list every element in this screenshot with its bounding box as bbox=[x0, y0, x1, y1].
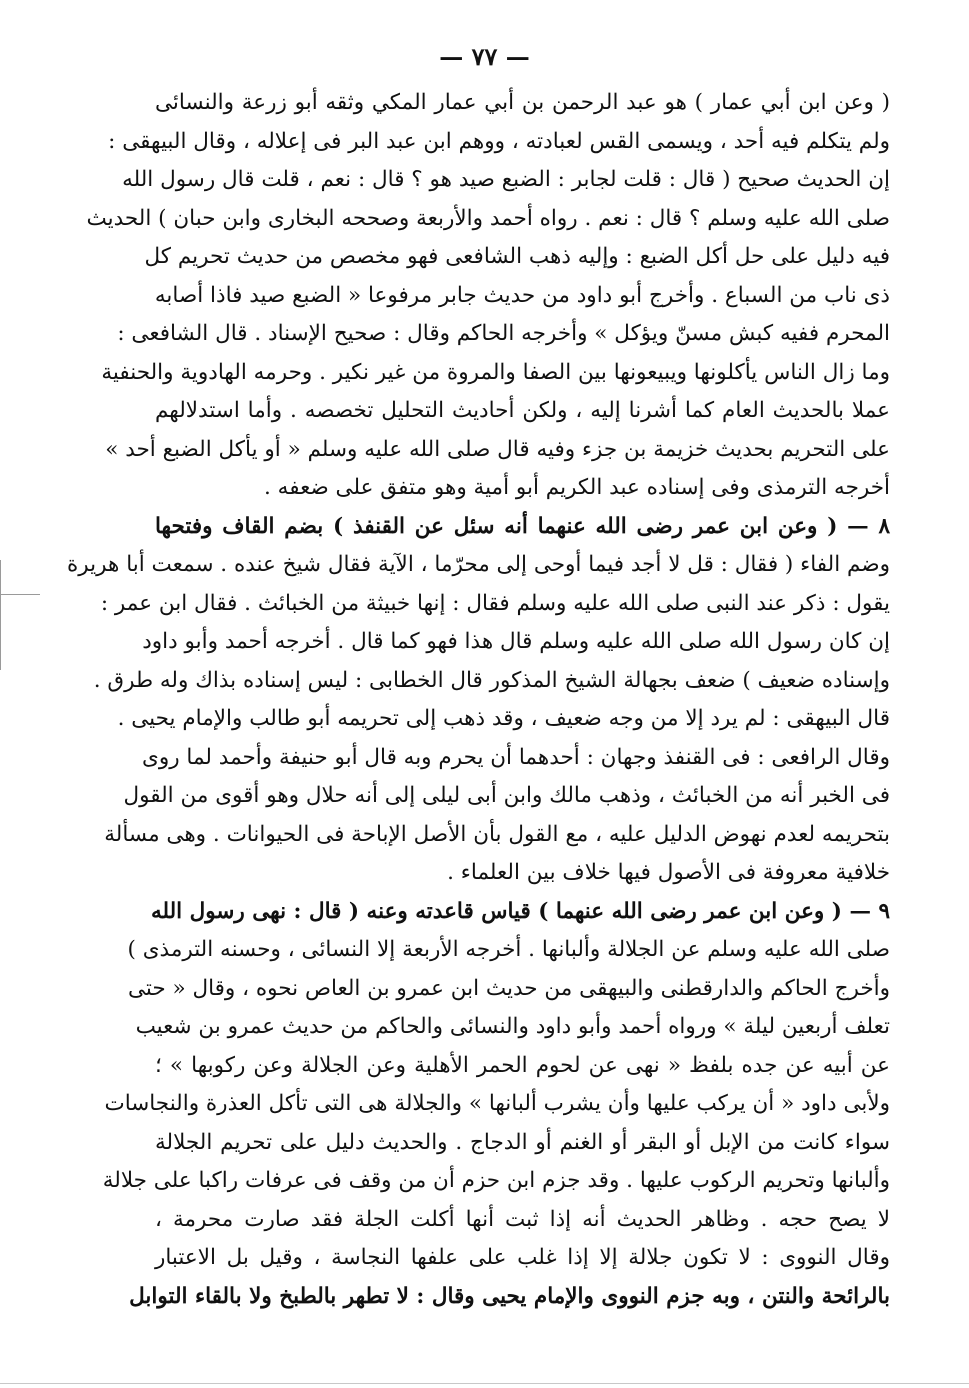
text-line: فى الخبر أنه من الخبائث ، وذهب مالك وابن أبى ليلى إلى أنه حلال وهو أقوى من القول bbox=[123, 783, 890, 808]
hadith-heading-9: ٩ — ( وعن ابن عمر رضى الله عنهما ) قياس قاعدته وعنه ( قال : نهى رسول الله bbox=[150, 898, 890, 924]
text-line: وما زال الناس يأكلونها ويبيعونها بين الصفا والمروة من غير نكير . وحرمه الهادوية والحنفية bbox=[101, 359, 890, 385]
text-line: بتحريمه لعدم نهوض الدليل عليه ، مع القول بأن الأصل الإباحة فى الحيوانات . وهى مسألة bbox=[104, 821, 890, 847]
text-line: وقال النووى : لا تكون جلالة إلا إذا غلب على علفها النجاسة ، وقيل بل الاعتبار bbox=[155, 1245, 890, 1270]
text-line: عملا بالحديث العام كما أشرنا إليه ، ولكن أحاديث التحليل تخصصه . وأما استدلالهم bbox=[155, 398, 890, 423]
text-line: ( وعن ابن أبي عمار ) هو عبد الرحمن بن أبي عمار المكي وثقه أبو زرعة والنسائى bbox=[155, 90, 890, 115]
text-line: إن كان رسول الله صلى الله عليه وسلم قال هذا فهو كما قال . أخرجه أحمد وأبو داود bbox=[142, 629, 890, 654]
text-line: ذى ناب من السباع . وأخرج أبو داود من حديث جابر مرفوعا « الضبع صيد فاذا أصابه bbox=[154, 282, 890, 308]
text-line: ولم يتكلم فيه أحد ، ويسمى القس لعبادته ، ووهم ابن عبد البر فى إعلاله ، وقال البيهقى : bbox=[108, 128, 890, 154]
text-line: سواء كانت من الإبل أو البقر أو الغنم أو الدجاج . والحديث دليل على تحريم الجلالة bbox=[155, 1129, 890, 1155]
text-line: خلافية معروفة فى الأصول فيها خلاف بين العلماء . bbox=[447, 860, 890, 885]
text-line: أخرجه الترمذى وفى إسناده عبد الكريم أبو أمية وهو متفق على ضعفه . bbox=[264, 475, 890, 500]
text-line: وقال الرافعى : فى القنفذ وجهان : أحدهما أن يحرم وبه قال أبو حنيفة وأحمد لما روى bbox=[142, 744, 890, 770]
text-line: إن الحديث صحيح ( قال : قلت لجابر : الضبع صيد هو ؟ قال : نعم ، قلت قال رسول الله bbox=[122, 167, 890, 192]
page-number: — ٧٧ — bbox=[439, 42, 530, 71]
text-line: صلى الله عليه وسلم عن الجلالة وألبانها . أخرجه الأربعة إلا النسائى ، وحسنه الترمذى ) bbox=[127, 937, 890, 962]
text-line: وألبانها وتحريم الركوب عليها . وقد جزم ابن حزم أن من وقف فى عرفات راكبا على جلالة bbox=[102, 1168, 890, 1193]
text-line: لا يصح حجه . وظاهر الحديث أنه إذا ثبت أنها أكلت الجلة فقد صارت محرمة ، bbox=[155, 1206, 890, 1232]
scan-tick-mark bbox=[0, 594, 40, 595]
scan-edge-mark bbox=[0, 560, 1, 670]
text-line: تعلف أربعين ليلة » ورواه أحمد وأبو داود والنسائى والحاكم من حديث عمرو بن شعيب bbox=[135, 1014, 890, 1039]
text-line: بالرائحة والنتن ، وبه جزم النووى والإمام يحيى وقال : لا تطهر بالطبخ ولا بالقاء التوابل bbox=[129, 1283, 890, 1309]
hadith-heading-8: ٨ — ( وعن ابن عمر رضى الله عنهما أنه سئل عن القنفذ ) بضم القاف وفتحها bbox=[155, 513, 890, 539]
text-line: المحرم ففيه كبش مسنّ ويؤكل » وأخرجه الحاكم وقال : صحيح الإسناد . قال الشافعى : bbox=[117, 321, 890, 346]
text-line: صلى الله عليه وسلم ؟ قال : نعم . رواه أحمد والأربعة وصححه البخارى وابن حبان ) الحديث bbox=[86, 205, 890, 231]
text-line: قال البيهقى : لم يرد إلا من وجه ضعيف ، وقد ذهب إلى تحريمه أبو طالب والإمام يحيى . bbox=[117, 706, 890, 731]
text-line: فيه دليل على حل أكل الضبع : وإليه ذهب الشافعى فهو مخصص من حديث تحريم كل bbox=[144, 244, 890, 269]
text-line: عن أبيه عن جده بلفظ « نهى عن لحوم الحمر الأهلية وعن الجلالة وعن ركوبها » ؛ bbox=[155, 1052, 890, 1078]
text-line: وضم الفاء ( فقال : قل لا أجد فيما أوحى إلى محرّما ، الآية فقال شيخ عنده . سمعت أبا هريرة bbox=[67, 552, 890, 577]
text-line: وأخرج الحاكم والدارقطنى والبيهقى من حديث ابن عمرو بن العاص نحوه ، وقال « حتى bbox=[127, 975, 890, 1001]
text-line: وإسناده ضعيف ) ضعف بجهالة الشيخ المذكور قال الخطابى : ليس إسناده بذاك وله طرق . bbox=[93, 667, 890, 693]
text-line: يقول : ذكر عند النبى صلى الله عليه وسلم فقال : إنها خبيثة من الخبائث . فقال ابن عمر : bbox=[100, 590, 890, 616]
text-line: ولأبى داود « أن يركب عليها وأن يشرب ألبانها » والجلالة هى التى تأكل العذرة والنجاسات bbox=[104, 1091, 890, 1116]
body-text bbox=[67, 84, 890, 1316]
scan-bottom-edge bbox=[0, 1383, 969, 1384]
text-line: على التحريم بحديث خزيمة بن جزء وفيه قال صلى الله عليه وسلم « أو يأكل الضبع أحد » bbox=[105, 436, 890, 462]
